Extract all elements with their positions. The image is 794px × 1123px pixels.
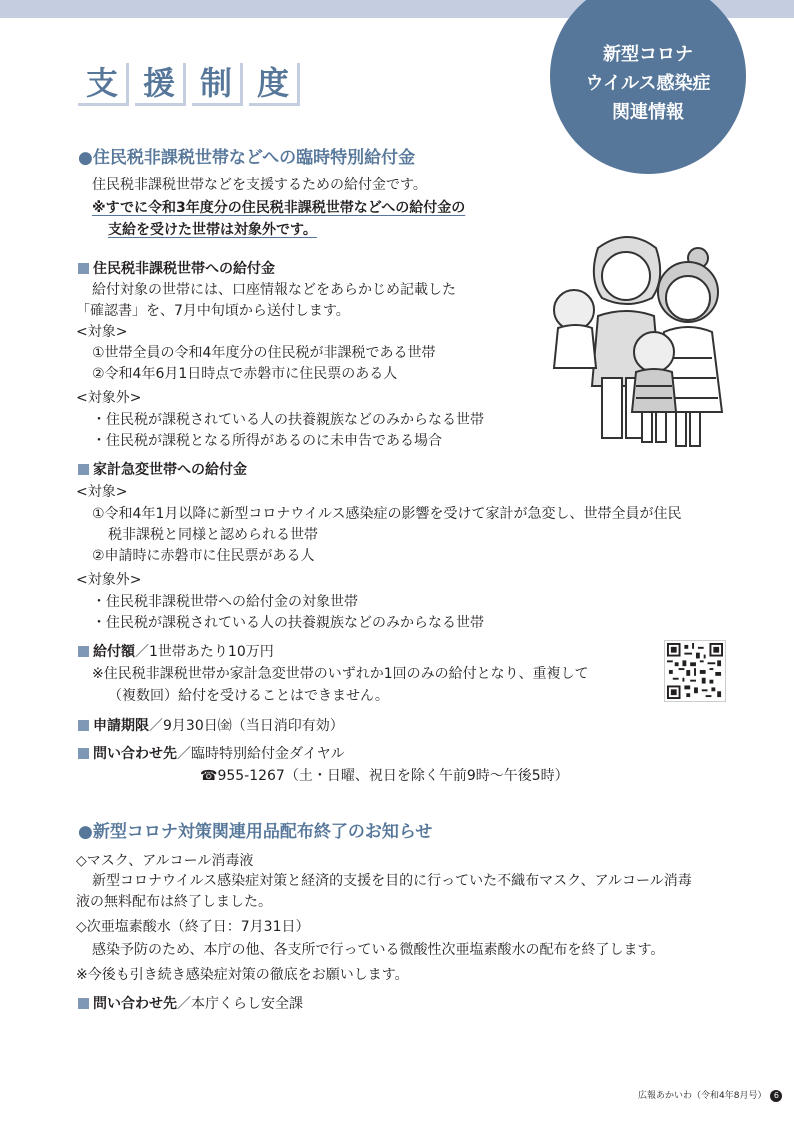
body-text: 液の無料配布は終了しました。 [76,894,272,910]
target-label: <対象> [76,324,128,340]
badge-line: ウイルス感染症 [585,73,711,94]
target-item: ①世帯全員の令和4年度分の住民税が非課税である世帯 [92,345,436,361]
target-label: <対象> [76,484,128,500]
target-item: 税非課税と同様と認められる世帯 [108,527,318,543]
target-item: ②申請時に赤磐市に住民票がある人 [92,548,315,564]
amount-row: 給付額／1世帯あたり10万円 [78,641,274,661]
square-bullet-icon [78,998,89,1009]
note-text: ※今後も引き続き感染症対策の徹底をお願いします。 [76,967,409,983]
exclusion-label: <対象外> [76,572,142,588]
target-item: ②令和4年6月1日時点で赤磐市に住民票のある人 [92,366,398,382]
contact-phone[interactable]: ☎955-1267（土・日曜、祝日を除く午前9時〜午後5時） [200,768,569,784]
title-char: 制 [192,63,243,106]
subsection-heading: 住民税非課税世帯への給付金 [78,258,275,278]
title-char: 援 [135,63,186,106]
square-bullet-icon [78,646,89,657]
square-bullet-icon [78,748,89,759]
body-text: 給付対象の世帯には、口座情報などをあらかじめ記載した [92,282,456,298]
page-title [78,63,306,106]
contact-row: 問い合わせ先／臨時特別給付金ダイヤル [78,743,345,763]
family-illustration [540,228,740,452]
contact-row: 問い合わせ先／本庁くらし安全課 [78,993,303,1013]
exclusion-label: <対象外> [76,390,142,406]
square-bullet-icon [78,263,89,274]
note-text: 支給を受けた世帯は対象外です。 [108,222,317,238]
body-text: 新型コロナウイルス感染症対策と経済的支援を目的に行っていた不織布マスク、アルコール消毒 [92,873,692,889]
qr-code-icon[interactable] [664,640,726,702]
square-bullet-icon [78,720,89,731]
item-title: ◇次亜塩素酸水（終了日：7月31日） [76,919,310,935]
target-item: ①令和4年1月以降に新型コロナウイルス感染症の影響を受けて家計が急変し、世帯全員が住民 [92,506,682,522]
subsection-heading: 家計急変世帯への給付金 [78,459,247,479]
section-heading: ●住民税非課税世帯などへの臨時特別給付金 [78,148,416,168]
body-text: 「確認書」を、7月中旬頃から送付します。 [76,303,350,319]
badge-line: 関連情報 [612,102,684,123]
square-bullet-icon [78,464,89,475]
note-text: ※すでに令和3年度分の住民税非課税世帯などへの給付金の [92,200,466,216]
title-char: 支 [78,63,129,106]
intro-text: 住民税非課税世帯などを支援するための給付金です。 [92,177,427,193]
section-heading: ●新型コロナ対策関連用品配布終了のお知らせ [78,822,433,842]
amount-note: ※住民税非課税世帯か家計急変世帯のいずれか1回のみの給付となり、重複して [92,666,589,682]
amount-note: （複数回）給付を受けることはできません。 [108,688,389,704]
title-char: 度 [249,63,300,106]
exclusion-item: ・住民税が課税されている人の扶養親族などのみからなる世帯 [92,412,484,428]
page-footer: 広報あかいわ（令和4年8月号） 6 [638,1088,782,1102]
exclusion-item: ・住民税が課税となる所得があるのに未申告である場合 [92,433,442,449]
exclusion-item: ・住民税が課税されている人の扶養親族などのみからなる世帯 [92,615,484,631]
item-title: ◇マスク、アルコール消毒液 [76,853,254,869]
badge-line: 新型コロナ [603,44,693,65]
deadline-row: 申請期限／9月30日㈮（当日消印有効） [78,715,344,735]
body-text: 感染予防のため、本庁の他、各支所で行っている微酸性次亜塩素酸水の配布を終了します。 [92,942,665,958]
page-number: 6 [770,1090,782,1102]
exclusion-item: ・住民税非課税世帯への給付金の対象世帯 [92,594,358,610]
topic-badge [550,0,746,174]
